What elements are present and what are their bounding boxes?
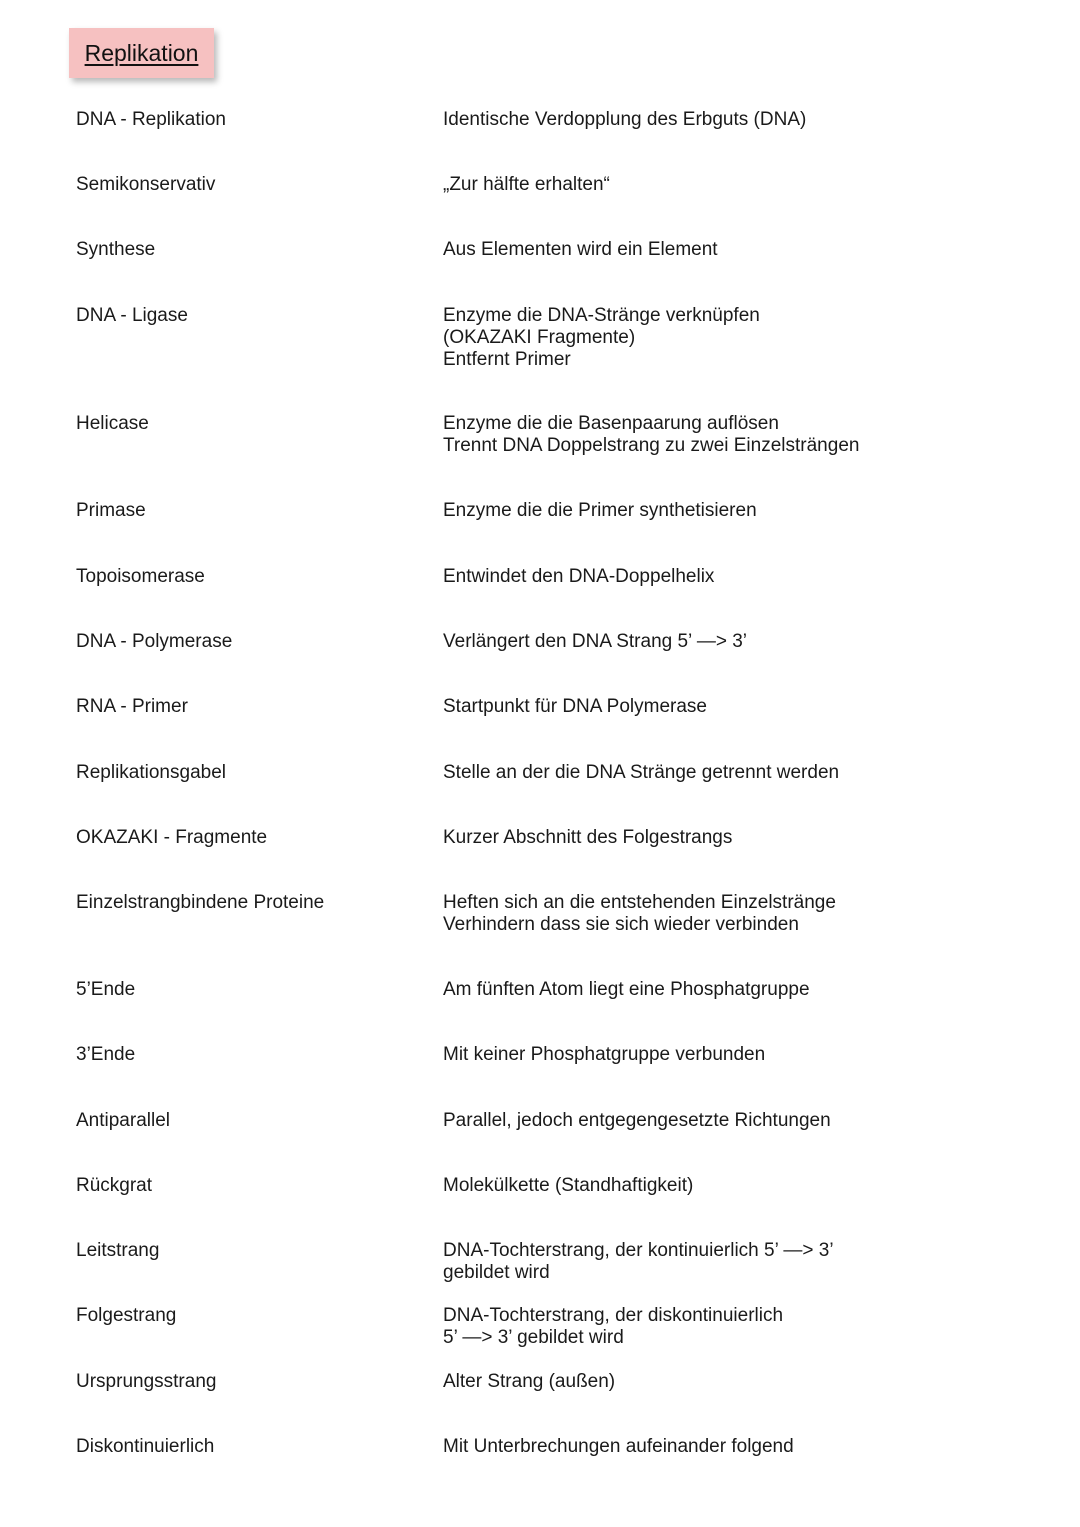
glossary-term: RNA - Primer [76,696,188,717]
definition-line: 5’ —> 3’ gebildet wird [443,1327,624,1348]
definition-line: Startpunkt für DNA Polymerase [443,696,707,717]
glossary-definition [443,566,714,588]
definition-line: Trennt DNA Doppelstrang zu zwei Einzelsträngen [443,435,860,456]
definition-line: DNA-Tochterstrang, der diskontinuierlich [443,1305,784,1326]
definition-line: gebildet wird [443,1262,550,1283]
glossary-definition [443,239,718,261]
glossary-definition [443,305,760,371]
glossary-term: Ursprungsstrang [76,1371,217,1392]
glossary-term: Helicase [76,413,149,434]
definition-line: Heften sich an die entstehenden Einzelstränge [443,892,836,913]
definition-line: Alter Strang (außen) [443,1371,616,1392]
glossary-definition [443,892,836,936]
definition-line: Verlängert den DNA Strang 5’ —> 3’ [443,631,747,652]
glossary-definition [443,1305,783,1349]
glossary-term: Antiparallel [76,1110,170,1131]
glossary-term: DNA - Replikation [76,109,226,130]
glossary-term: DNA - Polymerase [76,631,233,652]
definition-line: Entwindet den DNA-Doppelhelix [443,566,715,587]
definition-line: Aus Elementen wird ein Element [443,239,718,260]
glossary-definition [443,762,839,784]
glossary-definition [443,109,806,131]
glossary-definition [443,1044,765,1066]
glossary-definition [443,1175,693,1197]
glossary-term: OKAZAKI - Fragmente [76,827,268,848]
definition-line: Identische Verdopplung des Erbguts (DNA) [443,109,807,130]
glossary-term: 3’Ende [76,1044,136,1065]
glossary-definition [443,631,747,653]
glossary-term: DNA - Ligase [76,305,188,326]
glossary-term: Synthese [76,239,156,260]
glossary-definition [443,979,810,1001]
definition-line: Entfernt Primer [443,349,571,370]
page-title: Replikation [84,39,199,66]
definition-line: Stelle an der die DNA Stränge getrennt werden [443,762,840,783]
definition-line: Molekülkette (Standhaftigkeit) [443,1175,694,1196]
definition-line: Enzyme die DNA-Stränge verknüpfen [443,305,760,326]
glossary-term: Einzelstrangbindene Proteine [76,892,325,913]
glossary-term: Primase [76,500,146,521]
glossary-term: Leitstrang [76,1240,160,1261]
glossary-term: Replikationsgabel [76,762,226,783]
definition-line: Enzyme die die Primer synthetisieren [443,500,757,521]
glossary-definition [443,1240,834,1284]
definition-line: Mit keiner Phosphatgruppe verbunden [443,1044,766,1065]
glossary-definition [443,1110,831,1132]
glossary-definition [443,1436,794,1458]
glossary-term: Rückgrat [76,1175,153,1196]
glossary-definition [443,827,732,849]
definition-line: Am fünften Atom liegt eine Phosphatgruppe [443,979,810,1000]
definition-line: (OKAZAKI Fragmente) [443,327,636,348]
glossary-definition [443,500,757,522]
definition-line: Kurzer Abschnitt des Folgestrangs [443,827,733,848]
definition-line: Verhindern dass sie sich wieder verbinden [443,914,799,935]
definition-line: Mit Unterbrechungen aufeinander folgend [443,1436,794,1457]
glossary-definition [443,696,707,718]
glossary-term: Topoisomerase [76,566,205,587]
glossary-term: 5’Ende [76,979,136,1000]
glossary-term: Folgestrang [76,1305,177,1326]
definition-line: Enzyme die die Basenpaarung auflösen [443,413,779,434]
definition-line: DNA-Tochterstrang, der kontinuierlich 5’ —> 3’ [443,1240,834,1261]
glossary-definition [443,174,610,196]
glossary-definition [443,413,859,457]
definition-line: „Zur hälfte erhalten“ [443,174,610,195]
glossary-term: Semikonservativ [76,174,216,195]
glossary-definition [443,1371,615,1393]
glossary-term: Diskontinuierlich [76,1436,215,1457]
definition-line: Parallel, jedoch entgegengesetzte Richtungen [443,1110,831,1131]
